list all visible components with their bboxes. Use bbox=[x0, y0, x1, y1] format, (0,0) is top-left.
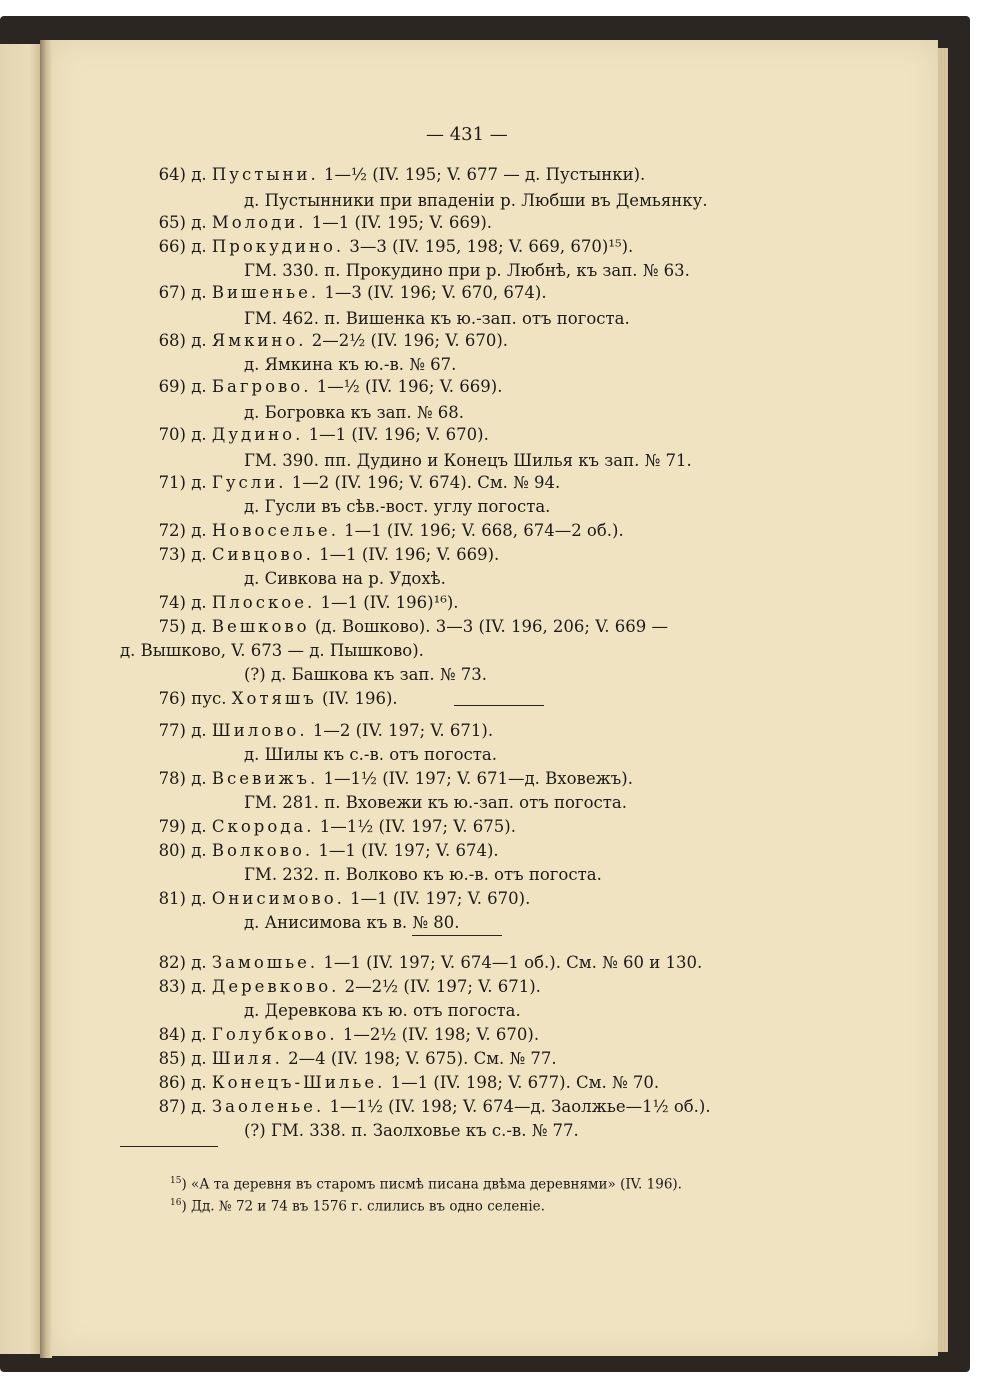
entry-details: 1—½ (IV. 196; V. 669). bbox=[311, 377, 503, 396]
entry-line bbox=[142, 720, 493, 742]
entry-number: 77) bbox=[158, 721, 186, 740]
entry-details: 2—4 (IV. 198; V. 675). См. № 77. bbox=[282, 1049, 557, 1068]
identification-text: д. Анисимова къ в. № 80. bbox=[244, 913, 460, 932]
entry-details: 1—1 (IV. 195; V. 669). bbox=[306, 213, 493, 232]
settlement-type: д. bbox=[191, 473, 207, 492]
entry-details: 1—2 (IV. 196; V. 674). См. № 94. bbox=[286, 473, 561, 492]
entry-number: 71) bbox=[158, 473, 186, 492]
identification-text: ГМ. 462. п. Вишенка къ ю.-зап. отъ погоста. bbox=[244, 309, 630, 328]
entry-line bbox=[142, 282, 547, 304]
previous-page-edge bbox=[0, 44, 42, 1354]
page-number: — 431 — bbox=[426, 124, 508, 145]
settlement-type: д. bbox=[191, 1025, 207, 1044]
entry-details: 1—1 (IV. 196; V. 670). bbox=[303, 425, 489, 444]
entry-note bbox=[244, 568, 446, 590]
settlement-name: Всевижъ. bbox=[211, 769, 319, 788]
entry-line bbox=[142, 424, 489, 446]
identification-text: ГМ. 281. п. Вховежи къ ю.-зап. отъ погоста. bbox=[244, 793, 627, 812]
entry-number: 66) bbox=[158, 237, 186, 256]
settlement-type: д. bbox=[191, 769, 207, 788]
settlement-type: д. bbox=[191, 237, 207, 256]
entry-details: (д. Вошково). 3—3 (IV. 196, 206; V. 669 — bbox=[309, 617, 668, 636]
settlement-name: Дудино. bbox=[211, 425, 304, 444]
entry-details: (IV. 196). bbox=[316, 689, 398, 708]
settlement-type: д. bbox=[191, 977, 207, 996]
settlement-type: д. bbox=[191, 953, 207, 972]
entry-details: 3—3 (IV. 195, 198; V. 669, 670)¹⁵). bbox=[344, 237, 634, 256]
entry-note bbox=[244, 496, 550, 518]
entry-details: 1—3 (IV. 196; V. 670, 674). bbox=[319, 283, 547, 302]
entry-number: 79) bbox=[158, 817, 186, 836]
settlement-type: д. bbox=[191, 331, 207, 350]
entry-line bbox=[142, 888, 530, 910]
settlement-name: Плоское. bbox=[211, 593, 316, 612]
settlement-name: Онисимово. bbox=[211, 889, 345, 908]
settlement-type: д. bbox=[191, 377, 207, 396]
entry-note bbox=[244, 864, 602, 886]
settlement-name: Гусли. bbox=[211, 473, 287, 492]
entry-note bbox=[244, 402, 464, 424]
settlement-name: Деревково. bbox=[211, 977, 340, 996]
entry-line bbox=[142, 616, 668, 638]
footnote-text: ) Дд. № 72 и 74 въ 1576 г. слились въ одно селеніе. bbox=[181, 1198, 545, 1215]
identification-text: д. Ямкина къ ю.-в. № 67. bbox=[244, 355, 457, 374]
entry-line bbox=[142, 544, 499, 566]
book-page bbox=[50, 40, 938, 1356]
footnote-separator bbox=[120, 1146, 218, 1147]
footnote-text: ) «А та деревня въ старомъ писмѣ писана двѣма деревнями» (IV. 196). bbox=[181, 1176, 682, 1193]
entry-line bbox=[142, 472, 560, 494]
identification-text: (?) д. Башкова къ зап. № 73. bbox=[244, 665, 488, 684]
entry-note bbox=[244, 260, 690, 282]
entry-line bbox=[142, 976, 541, 998]
settlement-name: Ямкино. bbox=[211, 331, 307, 350]
section-divider bbox=[412, 935, 502, 936]
entry-number: 64) bbox=[158, 165, 186, 184]
identification-text: ГМ. 330. п. Прокудино при р. Любнѣ, къ зап. № 63. bbox=[244, 261, 690, 280]
settlement-type: д. bbox=[191, 545, 207, 564]
entry-note bbox=[244, 1120, 579, 1142]
settlement-name: Молоди. bbox=[211, 213, 307, 232]
entry-line bbox=[142, 520, 624, 542]
entry-details: 1—1 (IV. 197; V. 674—1 об.). См. № 60 и 130. bbox=[318, 953, 703, 972]
entry-number: 74) bbox=[158, 593, 186, 612]
entry-number: 87) bbox=[158, 1097, 186, 1116]
entry-note bbox=[244, 664, 487, 686]
entry-line bbox=[142, 1096, 711, 1118]
footnote bbox=[170, 1172, 682, 1194]
entry-details: 1—1 (IV. 196)¹⁶). bbox=[315, 593, 459, 612]
entry-line bbox=[142, 592, 459, 614]
entry-note bbox=[244, 354, 456, 376]
entry-number: 67) bbox=[158, 283, 186, 302]
entry-continuation bbox=[120, 640, 424, 662]
entry-details: 1—1½ (IV. 197; V. 671—д. Вховежъ). bbox=[318, 769, 633, 788]
entry-number: 75) bbox=[158, 617, 186, 636]
entry-line bbox=[142, 816, 516, 838]
entry-details: 2—2½ (IV. 196; V. 670). bbox=[306, 331, 509, 350]
entry-line bbox=[142, 688, 398, 710]
entry-line bbox=[142, 330, 508, 352]
identification-text: (?) ГМ. 338. п. Заолховье къ с.-в. № 77. bbox=[244, 1121, 579, 1140]
settlement-type: д. bbox=[191, 283, 207, 302]
entry-number: 84) bbox=[158, 1025, 186, 1044]
entry-note bbox=[244, 1000, 521, 1022]
entry-note bbox=[244, 792, 627, 814]
entry-details: 1—1 (IV. 196; V. 668, 674—2 об.). bbox=[338, 521, 624, 540]
settlement-type: д. bbox=[191, 617, 207, 636]
settlement-name: Прокудино. bbox=[211, 237, 345, 256]
settlement-name: Волково. bbox=[211, 841, 314, 860]
entry-number: 78) bbox=[158, 769, 186, 788]
section-divider bbox=[454, 705, 544, 706]
settlement-type: д. bbox=[191, 1073, 207, 1092]
entry-line bbox=[142, 212, 492, 234]
entry-number: 76) bbox=[158, 689, 186, 708]
book-gutter bbox=[40, 40, 52, 1358]
entry-line bbox=[142, 376, 502, 398]
settlement-name: Новоселье. bbox=[211, 521, 339, 540]
identification-text: ГМ. 232. п. Волково къ ю.-в. отъ погоста. bbox=[244, 865, 602, 884]
entry-number: 72) bbox=[158, 521, 186, 540]
settlement-type: д. bbox=[191, 817, 207, 836]
entry-details: 1—2½ (IV. 198; V. 670). bbox=[337, 1025, 540, 1044]
entry-details: 1—1 (IV. 198; V. 677). См. № 70. bbox=[385, 1073, 660, 1092]
identification-text: д. Пустынники при впаденіи р. Любши въ Демьянку. bbox=[244, 191, 708, 210]
entry-number: 85) bbox=[158, 1049, 186, 1068]
settlement-type: д. bbox=[191, 165, 207, 184]
footnote-mark: 15 bbox=[170, 1176, 182, 1186]
settlement-type: д. bbox=[191, 1049, 207, 1068]
entry-line bbox=[142, 1048, 557, 1070]
entry-number: 70) bbox=[158, 425, 186, 444]
settlement-name: Шиля. bbox=[211, 1049, 283, 1068]
settlement-name: Замошье. bbox=[211, 953, 319, 972]
entry-line bbox=[142, 236, 633, 258]
settlement-name: Пустыни. bbox=[211, 165, 319, 184]
identification-text: д. Богровка къ зап. № 68. bbox=[244, 403, 465, 422]
settlement-type: д. bbox=[191, 721, 207, 740]
identification-text: д. Шилы къ с.-в. отъ погоста. bbox=[244, 745, 497, 764]
identification-text: д. Деревкова къ ю. отъ погоста. bbox=[244, 1001, 521, 1020]
settlement-name: Вешково bbox=[211, 617, 310, 636]
entry-number: 68) bbox=[158, 331, 186, 350]
entry-number: 80) bbox=[158, 841, 186, 860]
settlement-type: д. bbox=[191, 889, 207, 908]
entry-number: 81) bbox=[158, 889, 186, 908]
page-text bbox=[50, 40, 938, 1356]
entry-line bbox=[142, 840, 499, 862]
entry-details: 1—2 (IV. 197; V. 671). bbox=[307, 721, 494, 740]
entry-details: 1—1 (IV. 196; V. 669). bbox=[313, 545, 500, 564]
settlement-type: д. bbox=[191, 593, 207, 612]
identification-text: ГМ. 390. пп. Дудино и Конецъ Шилья къ зап. № 71. bbox=[244, 451, 692, 470]
settlement-name: Хотяшъ bbox=[231, 689, 317, 708]
settlement-type: д. bbox=[191, 213, 207, 232]
entry-details: 1—1 (IV. 197; V. 670). bbox=[344, 889, 531, 908]
entry-line bbox=[142, 164, 645, 186]
entry-note bbox=[244, 190, 708, 212]
entry-number: 65) bbox=[158, 213, 186, 232]
entry-number: 73) bbox=[158, 545, 186, 564]
identification-text: д. Сивкова на р. Удохѣ. bbox=[244, 569, 446, 588]
settlement-type: д. bbox=[191, 841, 207, 860]
settlement-type: д. bbox=[191, 1097, 207, 1116]
settlement-name: Шилово. bbox=[211, 721, 308, 740]
entry-note bbox=[244, 450, 692, 472]
entry-details: 1—½ (IV. 195; V. 677 — д. Пустынки). bbox=[318, 165, 646, 184]
settlement-name: Заоленье. bbox=[211, 1097, 325, 1116]
entry-note bbox=[244, 744, 497, 766]
settlement-name: Скорода. bbox=[211, 817, 315, 836]
settlement-name: Конецъ-Шилье. bbox=[211, 1073, 386, 1092]
settlement-name: Голубково. bbox=[211, 1025, 338, 1044]
settlement-type: пус. bbox=[191, 689, 227, 708]
settlement-type: д. bbox=[191, 521, 207, 540]
continuation-text: д. Вышково, V. 673 — д. Пышково). bbox=[120, 641, 424, 660]
entry-line bbox=[142, 1024, 539, 1046]
entry-number: 82) bbox=[158, 953, 186, 972]
entry-details: 2—2½ (IV. 197; V. 671). bbox=[339, 977, 541, 996]
entry-details: 1—1 (IV. 197; V. 674). bbox=[313, 841, 499, 860]
footnote bbox=[170, 1194, 545, 1216]
footnote-mark: 16 bbox=[170, 1198, 182, 1208]
identification-text: д. Гусли въ сѣв.-вост. углу погоста. bbox=[244, 497, 551, 516]
settlement-name: Багрово. bbox=[211, 377, 312, 396]
settlement-type: д. bbox=[191, 425, 207, 444]
entry-number: 69) bbox=[158, 377, 186, 396]
settlement-name: Вишенье. bbox=[211, 283, 320, 302]
entry-details: 1—1½ (IV. 198; V. 674—д. Заолжье—1½ об.). bbox=[324, 1097, 711, 1116]
entry-number: 83) bbox=[158, 977, 186, 996]
entry-line bbox=[142, 768, 633, 790]
entry-note bbox=[244, 308, 630, 330]
entry-line bbox=[142, 1072, 659, 1094]
entry-note bbox=[244, 912, 459, 934]
entry-details: 1—1½ (IV. 197; V. 675). bbox=[314, 817, 516, 836]
settlement-name: Сивцово. bbox=[211, 545, 314, 564]
entry-line bbox=[142, 952, 702, 974]
entry-number: 86) bbox=[158, 1073, 186, 1092]
